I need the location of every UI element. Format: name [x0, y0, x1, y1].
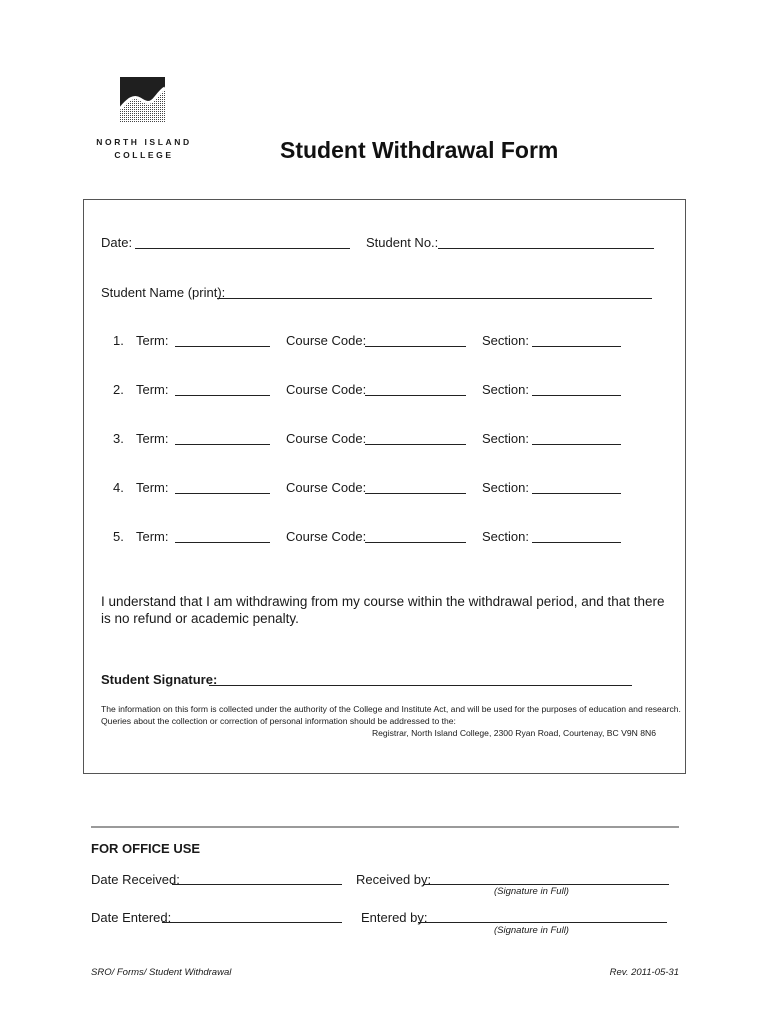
date-received-label: Date Received: [91, 872, 180, 887]
section-field[interactable] [532, 346, 621, 347]
college-logo [120, 77, 165, 122]
term-label: Term: [136, 382, 169, 397]
received-by-label: Received by: [356, 872, 432, 887]
section-label: Section: [482, 529, 529, 544]
term-label: Term: [136, 529, 169, 544]
received-by-field[interactable] [423, 884, 669, 885]
student-name-label: Student Name (print): [101, 285, 226, 300]
page-title: Student Withdrawal Form [280, 137, 559, 163]
term-field[interactable] [175, 346, 270, 347]
course-code-field[interactable] [365, 346, 466, 347]
logo-text-line2: COLLEGE [114, 150, 174, 160]
footer-form-path: SRO/ Forms/ Student Withdrawal [91, 967, 232, 978]
student-no-field[interactable] [438, 248, 654, 249]
term-label: Term: [136, 431, 169, 446]
row-number: 2. [113, 382, 124, 397]
received-by-signature-note: (Signature in Full) [494, 886, 569, 897]
row-number: 5. [113, 529, 124, 544]
privacy-notice-line2: Queries about the collection or correction of personal information should be addressed to the: [101, 716, 456, 726]
term-label: Term: [136, 480, 169, 495]
date-received-field[interactable] [172, 884, 342, 885]
course-code-label: Course Code: [286, 382, 367, 397]
course-code-label: Course Code: [286, 480, 367, 495]
entered-by-signature-note: (Signature in Full) [494, 925, 569, 936]
term-field[interactable] [175, 542, 270, 543]
section-label: Section: [482, 382, 529, 397]
logo-text-line1: NORTH ISLAND [96, 137, 192, 147]
course-code-label: Course Code: [286, 431, 367, 446]
student-signature-field[interactable] [209, 685, 632, 686]
term-field[interactable] [175, 395, 270, 396]
office-divider [91, 826, 679, 828]
student-name-field[interactable] [217, 298, 652, 299]
section-field[interactable] [532, 444, 621, 445]
term-field[interactable] [175, 444, 270, 445]
row-number: 1. [113, 333, 124, 348]
section-field[interactable] [532, 395, 621, 396]
course-code-field[interactable] [365, 493, 466, 494]
entered-by-label: Entered by: [361, 910, 428, 925]
section-field[interactable] [532, 542, 621, 543]
entered-by-field[interactable] [418, 922, 667, 923]
row-number: 4. [113, 480, 124, 495]
office-use-title: FOR OFFICE USE [91, 841, 201, 856]
date-entered-label: Date Entered: [91, 910, 172, 925]
date-entered-field[interactable] [162, 922, 342, 923]
footer-revision: Rev. 2011-05-31 [609, 967, 679, 978]
section-label: Section: [482, 431, 529, 446]
course-code-label: Course Code: [286, 333, 367, 348]
term-field[interactable] [175, 493, 270, 494]
course-code-label: Course Code: [286, 529, 367, 544]
date-field[interactable] [135, 248, 350, 249]
row-number: 3. [113, 431, 124, 446]
student-signature-label: Student Signature: [101, 672, 218, 687]
student-no-label: Student No.: [366, 235, 439, 250]
section-field[interactable] [532, 493, 621, 494]
term-label: Term: [136, 333, 169, 348]
course-code-field[interactable] [365, 395, 466, 396]
registrar-address: Registrar, North Island College, 2300 Ryan Road, Courtenay, BC V9N 8N6 [371, 728, 656, 738]
course-code-field[interactable] [365, 444, 466, 445]
privacy-notice-line1: The information on this form is collected under the authority of the College and Institute Act, and will be used for the purposes of education and research. [101, 704, 681, 714]
section-label: Section: [482, 480, 529, 495]
course-code-field[interactable] [365, 542, 466, 543]
section-label: Section: [482, 333, 529, 348]
withdrawal-statement: I understand that I am withdrawing from my course within the withdrawal period, and that there is no refund or academic penalty. [101, 594, 665, 626]
date-label: Date: [101, 235, 133, 250]
